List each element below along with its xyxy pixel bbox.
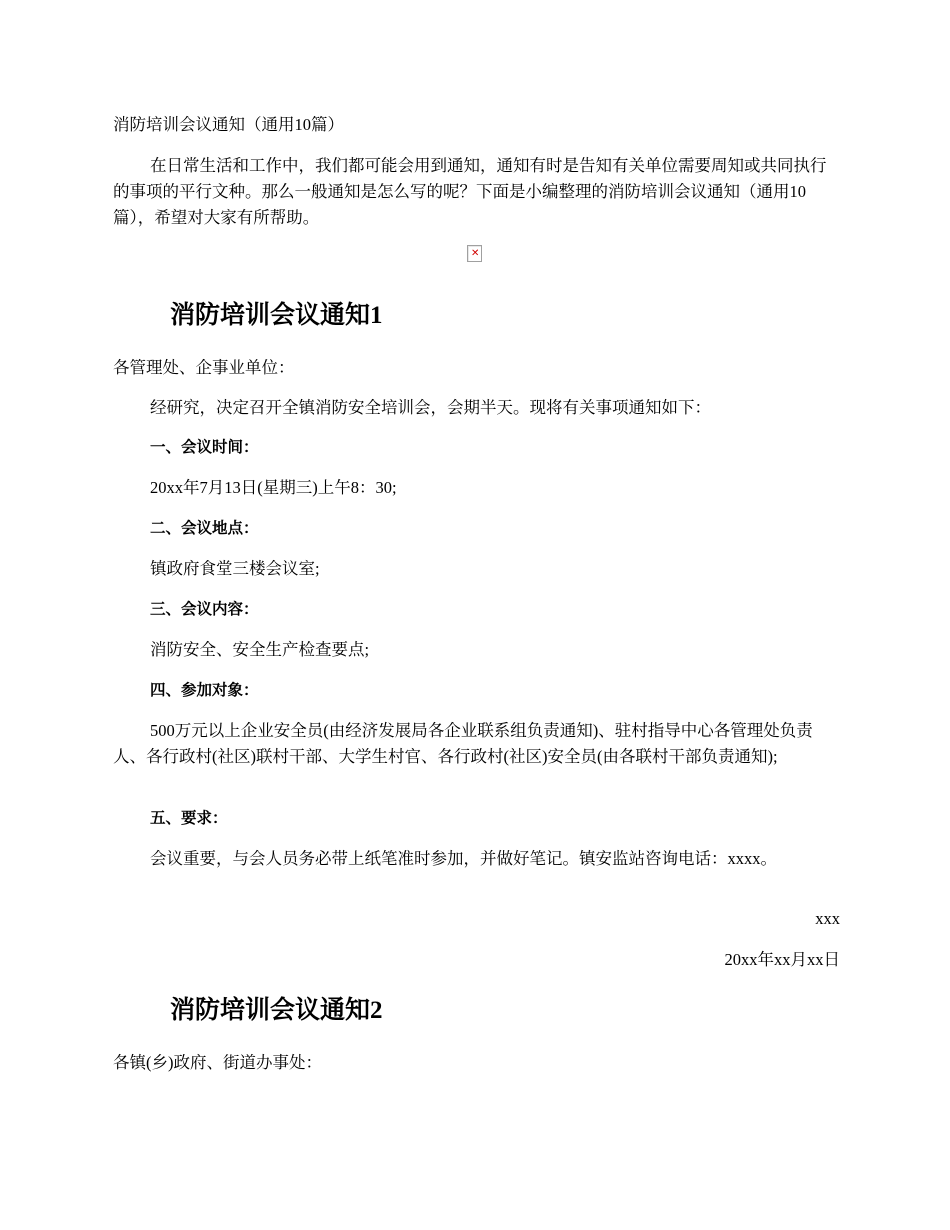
signature: xxx — [815, 909, 840, 928]
meeting-time-value: 20xx年7月13日(星期三)上午8：30; — [150, 478, 397, 497]
meeting-content-value: 消防安全、安全生产检查要点; — [150, 640, 370, 659]
requirements-value: 会议重要，与会人员务必带上纸笔准时参加，并做好笔记。镇安监站咨询电话：xxxx。 — [150, 849, 777, 868]
section-2-heading: 消防培训会议通知2 — [170, 997, 383, 1024]
attendees-value: 500万元以上企业安全员(由经济发展局各企业联系组负责通知)、驻村指导中心各管理处负责人、各行政村(社区)联村干部、大学生村官、各行政村(社区)安全员(由各联村干部负责通知); — [113, 721, 813, 766]
meeting-place-value: 镇政府食堂三楼会议室; — [150, 559, 320, 578]
document-title: 消防培训会议通知（通用10篇） — [113, 115, 344, 134]
meeting-place-label: 二、会议地点： — [150, 519, 259, 537]
meeting-time-label: 一、会议时间： — [150, 438, 259, 456]
section-2-salutation: 各镇(乡)政府、街道办事处： — [113, 1053, 322, 1072]
meeting-content-label: 三、会议内容： — [150, 600, 259, 618]
section-1-body: 经研究，决定召开全镇消防安全培训会，会期半天。现将有关事项通知如下： — [150, 398, 711, 417]
section-1-heading: 消防培训会议通知1 — [170, 302, 383, 329]
attendees-label: 四、参加对象： — [150, 681, 259, 699]
broken-image-icon: ✕ — [467, 245, 482, 262]
intro-paragraph: 在日常生活和工作中，我们都可能会用到通知，通知有时是告知有关单位需要周知或共同执行的事项的平行文种。那么一般通知是怎么写的呢？下面是小编整理的消防培训会议通知（通用10篇），希望对大家有所帮助。 — [113, 156, 827, 227]
section-1-salutation: 各管理处、企事业单位： — [113, 358, 295, 377]
requirements-label: 五、要求： — [150, 809, 228, 827]
signature-date: 20xx年xx月xx日 — [724, 950, 840, 969]
